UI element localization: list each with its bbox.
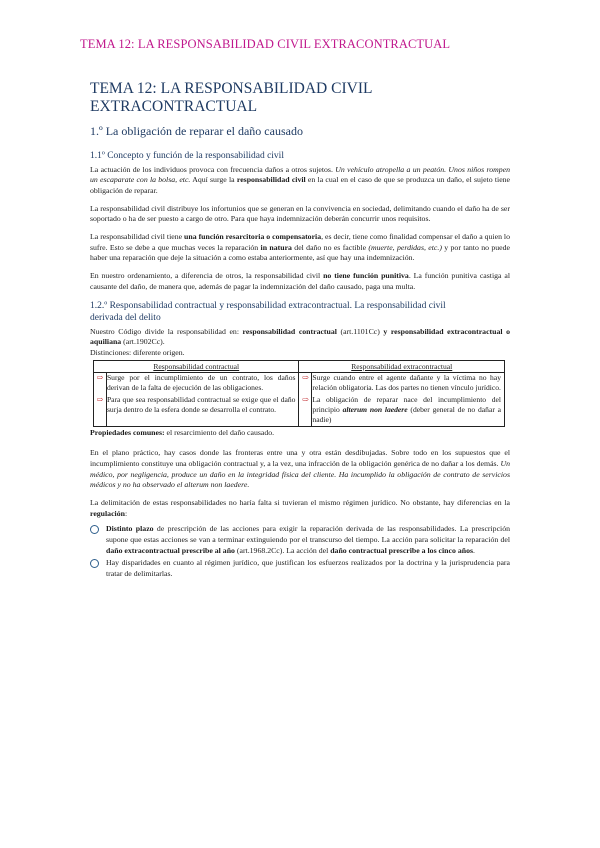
paragraph: La responsabilidad civil tiene una función resarcitoria o compensatoria, es decir, tiene como finalidad compensar el daño a quien lo sufre. Esto se debe a que muchas veces la reparación in natura del daño no es factible (muerte, perdidas, etc.) y por tanto no puede haber una reparación que deje la situación a como estaba anteriormente, así que hay una indemnización. xyxy=(90,232,510,263)
circle-bullet-icon xyxy=(90,559,99,568)
table-cell: Surge cuando entre el agente dañante y la víctima no hay relación obligatoria. Las dos partes no tienen vínculo jurídico. xyxy=(312,373,505,395)
paragraph: La delimitación de estas responsabilidades no haría falta si tuvieran el mismo régimen jurídico. No obstante, hay diferencias en la regulación: xyxy=(90,497,510,518)
table-cell: La obligación de reparar nace del incumplimiento del principio alterum non laedere (deber general de no dañar a nadie) xyxy=(312,395,505,427)
document-title: TEMA 12: LA RESPONSABILIDAD CIVIL EXTRACONTRACTUAL xyxy=(90,80,373,115)
paragraph: Propiedades comunes: el resarcimiento del daño causado. xyxy=(90,428,275,438)
arrow-icon: ⇨ xyxy=(94,395,107,427)
circle-bullet-icon xyxy=(90,525,99,534)
table-cell: Surge por el incumplimiento de un contrato, los daños derivan de la falta de ejecución de las obligaciones. xyxy=(106,373,299,395)
arrow-icon: ⇨ xyxy=(94,373,107,395)
arrow-icon: ⇨ xyxy=(299,373,312,395)
table-row xyxy=(94,395,505,427)
paragraph: La responsabilidad civil distribuye los infortunios que se generan en la convivencia en sociedad, delimitando cuando el daño ha de ser soportado o ha de ser puesto a cargo de otro. Para que haya indemnización deberán concurrir unos requisitos. xyxy=(90,203,510,224)
list-item: Distinto plazo de prescripción de las acciones para exigir la reparación derivada de las responsabilidades. La prescripción supone que estas acciones se van a terminar extinguiendo por el transcurso del tiempo. La acción para solicitar la reparación del daño extracontractual prescribe al año (art.1968.2Cc). La acción del daño contractual prescribe a los cinco años. xyxy=(90,524,510,556)
table-row xyxy=(94,373,505,395)
comparison-table xyxy=(93,360,505,428)
paragraph: En el plano práctico, hay casos donde las fronteras entre una y otra están desdibujadas. Sobre todo en los supuestos que el incumplimiento constituye una obligación contractual y, a la vez, una infracción de la obligación genérica de no dañar a los demás. Un médico, por negligencia, produce un daño en la integridad física del cliente. Ha incumplido la obligación de contrato de servicios médicos y no ha observado el alterum non laedere. xyxy=(90,448,510,490)
document-body xyxy=(90,80,510,582)
paragraph: La actuación de los individuos provoca con frecuencia daños a otros sujetos. Un vehículo atropella a un peatón. Unos niños rompen un escaparate con la bolsa, etc. Aquí surge la responsabilidad civil en la cual en el caso de que se produzca un daño, el sujeto tiene obligación de reparar. xyxy=(90,164,511,195)
table-header-contractual: Responsabilidad contractual xyxy=(94,360,299,373)
paragraph: Distinciones: diferente origen. xyxy=(90,347,185,357)
subsection-heading: 1.1º Concepto y función de la responsabilidad civil xyxy=(90,151,284,161)
section-heading: 1.º La obligación de reparar el daño causado xyxy=(90,124,303,138)
table-header-extracontractual: Responsabilidad extracontractual xyxy=(299,360,505,373)
subsection-heading: 1.2.º Responsabilidad contractual y responsabilidad extracontractual. La responsabilidad civil derivada del delito xyxy=(90,300,446,324)
arrow-icon: ⇨ xyxy=(299,395,312,427)
table-cell: Para que sea responsabilidad contractual se exige que el daño surja dentro de la esfera donde se desarrolla el contrato. xyxy=(106,395,299,427)
bullet-list xyxy=(90,524,510,580)
list-item: Hay disparidades en cuanto al régimen jurídico, que justifican los esfuerzos realizados por la doctrina y la jurisprudencia para tratar de delimitarlas. xyxy=(90,558,510,579)
page-header: TEMA 12: LA RESPONSABILIDAD CIVIL EXTRACONTRACTUAL xyxy=(80,37,451,51)
paragraph: Nuestro Código divide la responsabilidad en: responsabilidad contractual (art.1101Cc) y responsabilidad extracontractual o aquiliana (art.1902Cc). xyxy=(90,326,510,347)
paragraph: En nuestro ordenamiento, a diferencia de otros, la responsabilidad civil no tiene función punitiva. La función punitiva castiga al causante del daño, de manera que, además de pagar la indemnización del daño causado, paga una multa. xyxy=(90,271,510,291)
